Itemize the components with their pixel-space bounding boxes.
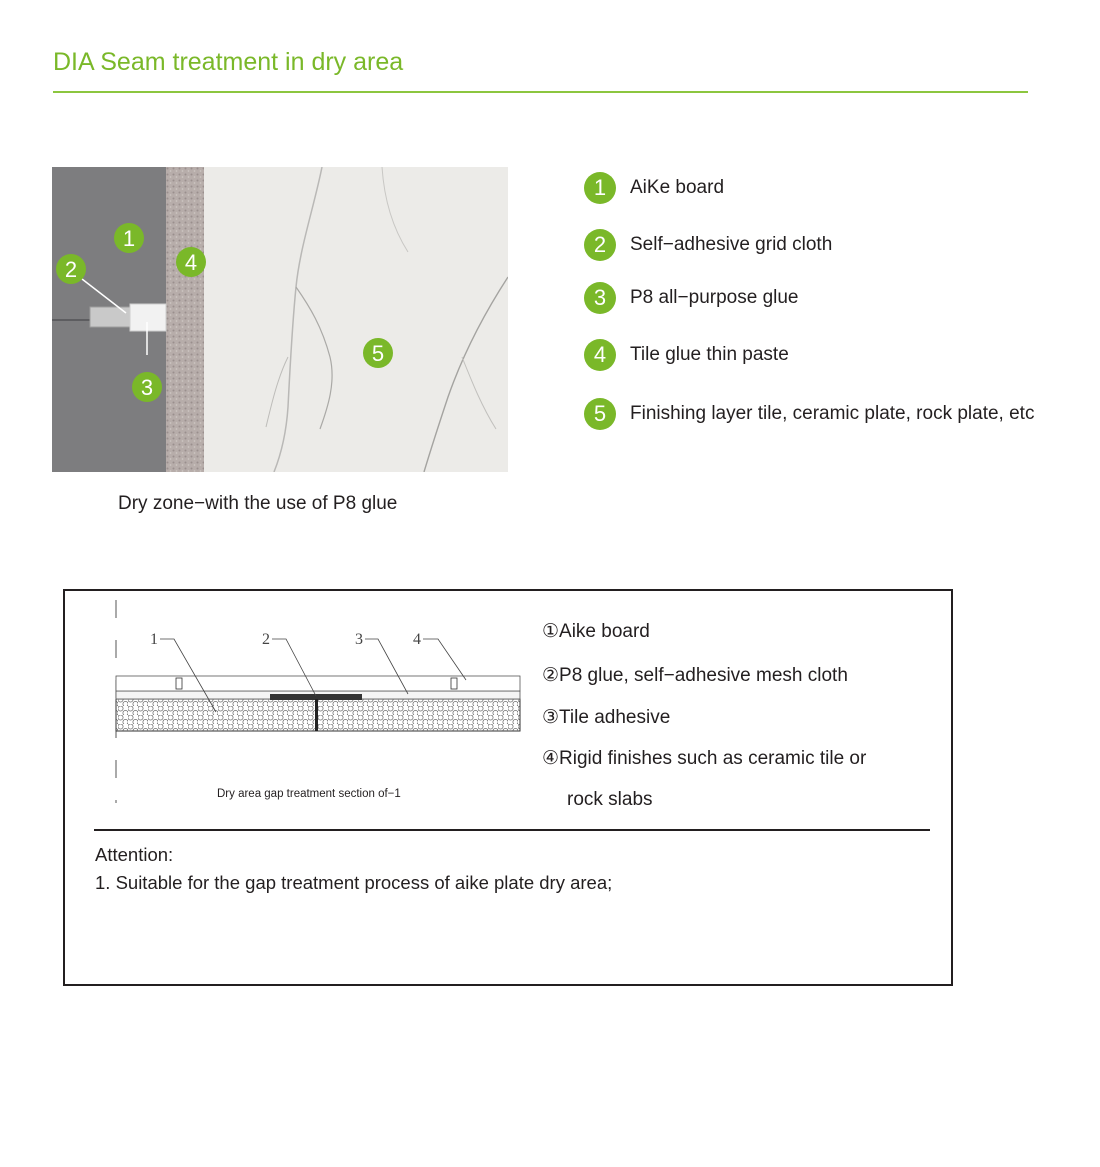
section-label-2: 2 — [262, 631, 270, 648]
page-title: DIA Seam treatment in dry area — [53, 48, 404, 76]
marker-1 — [114, 223, 144, 253]
title-divider — [53, 91, 1028, 93]
section-drawing — [108, 598, 528, 803]
legend-label: P8 all−purpose glue — [630, 287, 799, 308]
attention-item: 1. Suitable for the gap treatment process of aike plate dry area; — [95, 872, 613, 893]
svg-text:4: 4 — [184, 250, 198, 275]
box-divider — [94, 829, 930, 831]
section-caption: Dry area gap treatment section of−1 — [217, 788, 401, 800]
legend-number: 4 — [584, 339, 616, 371]
finish-tile — [204, 167, 508, 472]
legend-item — [584, 229, 832, 261]
p8-glue-joint — [90, 307, 130, 327]
section-note: ①Aike board — [542, 621, 650, 642]
legend-label: AiKe board — [630, 177, 725, 198]
section-note: ②P8 glue, self−adhesive mesh cloth — [542, 665, 848, 686]
photo-caption: Dry zone−with the use of P8 glue — [118, 493, 398, 514]
section-note: rock slabs — [567, 789, 653, 810]
section-label-4: 4 — [413, 631, 421, 648]
legend-label: Self−adhesive grid cloth — [630, 234, 833, 255]
svg-text:5: 5 — [371, 341, 385, 366]
attention-title: Attention: — [95, 844, 174, 865]
section-label-3: 3 — [355, 631, 363, 648]
marker-3 — [132, 372, 162, 402]
legend-label: Tile glue thin paste — [630, 344, 789, 365]
legend-label: Finishing layer tile, ceramic plate, rock plate, etc — [630, 403, 1035, 424]
legend-number: 5 — [584, 398, 616, 430]
legend-item — [584, 172, 724, 204]
legend-number: 1 — [584, 172, 616, 204]
svg-text:2: 2 — [64, 257, 78, 282]
marker-4 — [176, 247, 206, 277]
dry-zone-illustration — [52, 167, 508, 472]
tile-glue-layer — [166, 167, 204, 472]
marker-2 — [56, 254, 86, 284]
section-note: ③Tile adhesive — [542, 707, 671, 728]
legend-number: 3 — [584, 282, 616, 314]
svg-text:3: 3 — [140, 375, 154, 400]
legend-item — [584, 282, 799, 314]
legend-item — [584, 339, 789, 371]
marker-5 — [363, 338, 393, 368]
legend-number: 2 — [584, 229, 616, 261]
section-note: ④Rigid finishes such as ceramic tile or — [542, 748, 867, 769]
svg-text:1: 1 — [122, 226, 136, 251]
grid-cloth-strip — [130, 304, 166, 331]
section-label-1: 1 — [150, 631, 158, 648]
legend-item — [584, 398, 1034, 430]
